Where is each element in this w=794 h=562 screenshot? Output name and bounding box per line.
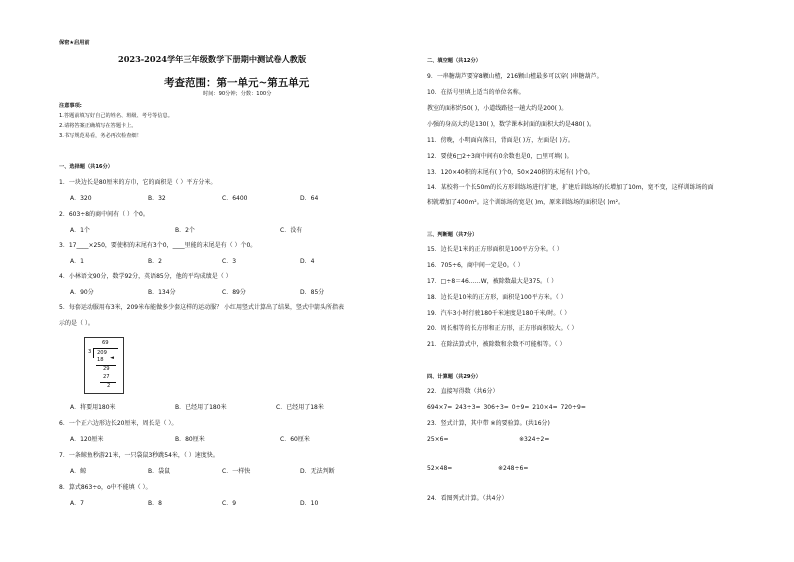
question-10-line-b: 小强的身高大约是130( )，数学课本封面的面积大约是480( )。 bbox=[427, 121, 596, 128]
q23-item-d: ※248÷6= bbox=[498, 465, 529, 472]
section-calc-heading: 四、计算题（共29分） bbox=[427, 374, 481, 380]
q8-option-a: A．7 bbox=[70, 500, 84, 507]
division-frame bbox=[84, 337, 124, 394]
q2-option-b: B．2个 bbox=[175, 227, 195, 234]
question-4: 4．小林语文90分，数学92分，英语85分，他的平均成绩是（ ） bbox=[59, 273, 232, 280]
q6-option-b: B．80厘米 bbox=[175, 436, 205, 443]
division-step: 29 bbox=[103, 366, 110, 372]
q23-item-c: 52×48= bbox=[427, 465, 453, 472]
arrow-icon: ◄ bbox=[110, 355, 114, 361]
question-14-cont: 积就增加了400m²。这个训练场的宽是( )m，原来训练场的面积是( )m²。 bbox=[427, 199, 624, 206]
question-5: 5．每套运动服用布3米，209米布能做多少套这样的运动服？ 小红用竖式计算出了结果，竖式中箭头所指表 bbox=[59, 304, 344, 311]
question-11: 11．傍晚，小明面向落日，背面是( )方，左面是( )方。 bbox=[427, 137, 574, 144]
question-1: 1．一块边长是80厘米的方巾，它的面积是（ ）平方分米。 bbox=[59, 179, 217, 186]
question-9: 9．一串糖葫芦要穿8颗山楂，216颗山楂最多可以穿( )串糖葫芦。 bbox=[427, 73, 603, 80]
notes-heading: 注意事项: bbox=[59, 103, 82, 109]
note-item: 1.答题前填写好自己的姓名、班级、考号等信息。 bbox=[59, 113, 173, 119]
division-step: 27 bbox=[103, 374, 110, 380]
q3-option-d: D．4 bbox=[300, 258, 315, 265]
q6-option-a: A．120厘米 bbox=[70, 436, 104, 443]
question-5-cont: 示的是（ ）。 bbox=[59, 320, 94, 327]
division-dividend: 209 bbox=[97, 350, 107, 356]
q4-option-b: B．134分 bbox=[148, 289, 176, 296]
question-24: 24．看图列式计算。（共4分） bbox=[427, 495, 508, 502]
q23-item-b: ※324÷2= bbox=[519, 436, 550, 443]
q2-option-a: A．1个 bbox=[70, 227, 90, 234]
section-choice-heading: 一、选择题（共16分） bbox=[59, 164, 113, 170]
q4-option-d: D．85分 bbox=[300, 289, 325, 296]
section-fill-heading: 二、填空题（共12分） bbox=[427, 58, 481, 64]
exam-scope: 考查范围：第一单元~第五单元 bbox=[164, 77, 310, 89]
question-16: 16．705÷6，商中间一定是0。（ ） bbox=[427, 262, 524, 269]
q3-option-a: A．1 bbox=[70, 258, 84, 265]
exam-title: 2023-2024学年三年级数学下册期中测试卷人教版 bbox=[118, 54, 307, 64]
division-divisor: 3 bbox=[88, 349, 92, 355]
q8-option-b: B．8 bbox=[148, 500, 162, 507]
division-remainder: 2 bbox=[107, 383, 111, 389]
question-14: 14．某校将一个长50m的长方形训练场进行扩建，扩建后训练场的长增加了10m，宽不变，这样训练场的面 bbox=[427, 184, 714, 191]
q8-option-c: C．9 bbox=[222, 500, 237, 507]
question-22: 22．直接写得数（共6分） bbox=[427, 388, 499, 395]
question-18: 18．边长是10米的正方形，面积是100平方米。（ ） bbox=[427, 294, 567, 301]
q8-option-d: D．10 bbox=[300, 500, 319, 507]
question-8: 8．算式863÷o，o中不能填（ ）。 bbox=[59, 484, 152, 491]
q1-option-c: C．6400 bbox=[222, 195, 248, 202]
q7-option-d: D．无法判断 bbox=[300, 468, 335, 475]
section-judge-heading: 三、判断题（共7分） bbox=[427, 232, 478, 238]
q7-option-b: B．袋鼠 bbox=[148, 468, 171, 475]
question-19: 19．汽车3小时行驶180千米速度是180千米/时。（ ） bbox=[427, 310, 571, 317]
secret-label: 保密★启用前 bbox=[59, 40, 90, 46]
q7-option-a: A．鲸 bbox=[70, 468, 87, 475]
division-step: 18 bbox=[97, 357, 104, 363]
question-21: 21．在除法算式中，被除数和余数不可能相等。（ ） bbox=[427, 341, 566, 348]
q6-option-c: C．60厘米 bbox=[280, 436, 310, 443]
q3-option-c: C．3 bbox=[222, 258, 237, 265]
question-15: 15．边长是1米的正方形面积是100平方分米。（ ） bbox=[427, 246, 563, 253]
q1-option-d: D．64 bbox=[300, 195, 319, 202]
note-item: 2.请将答案正确填写在答题卡上。 bbox=[59, 123, 137, 129]
q5-option-a: A．将要用180米 bbox=[70, 404, 116, 411]
question-6: 6．一个正六边形边长20厘米，周长是（ ）。 bbox=[59, 420, 178, 427]
note-item: 3.书写规范易看，务必再次检查细！ bbox=[59, 133, 142, 139]
q1-option-a: A．320 bbox=[70, 195, 92, 202]
time-score: 时间：90分钟；分数：100分 bbox=[203, 91, 272, 97]
q5-option-c: C．已经用了18米 bbox=[276, 404, 324, 411]
question-23: 23．竖式计算，其中带 ※的要验算。(共16分) bbox=[427, 420, 550, 427]
question-3: 3．17____×250，要使积的末尾有3个0，____里能的末尾是有（ ）个0。 bbox=[59, 242, 257, 249]
q22-items: 694×7= 243÷3= 306÷3= 0÷9= 210×4= 720÷9= bbox=[427, 404, 586, 411]
q23-item-a: 25×6= bbox=[427, 436, 449, 443]
question-13: 13．120×40积的末尾有( )个0，50×240积的末尾有( )个0。 bbox=[427, 169, 594, 176]
question-17: 17．□÷8＝46……W，被除数最大是375。（ ） bbox=[427, 278, 558, 285]
question-12: 12．要使6□2÷3商中间有0余数也是0，□里可填( )。 bbox=[427, 153, 573, 160]
question-7: 7．一条鲸鱼秒游21米，一只袋鼠3秒跳54米，（ ）速度快。 bbox=[59, 452, 219, 459]
division-quotient: 69 bbox=[102, 340, 109, 346]
q3-option-b: B．2 bbox=[148, 258, 162, 265]
q2-option-c: C．没有 bbox=[280, 227, 303, 234]
question-10-line-a: 教室的面积约50( )，小道线路径一趟大约是200( )。 bbox=[427, 105, 568, 112]
q5-option-b: B．已经用了180米 bbox=[175, 404, 227, 411]
question-2: 2．603÷8的商中间有（ ）个0。 bbox=[59, 211, 149, 218]
q1-option-b: B．32 bbox=[148, 195, 166, 202]
question-20: 20．周长相等的长方形和正方形，正方形面积较大。（ ） bbox=[427, 325, 578, 332]
q4-option-a: A．90分 bbox=[70, 289, 94, 296]
q4-option-c: C．89分 bbox=[222, 289, 246, 296]
question-10: 10．在括号里填上适当的单位名称。 bbox=[427, 89, 525, 96]
q7-option-c: C．一样快 bbox=[222, 468, 251, 475]
